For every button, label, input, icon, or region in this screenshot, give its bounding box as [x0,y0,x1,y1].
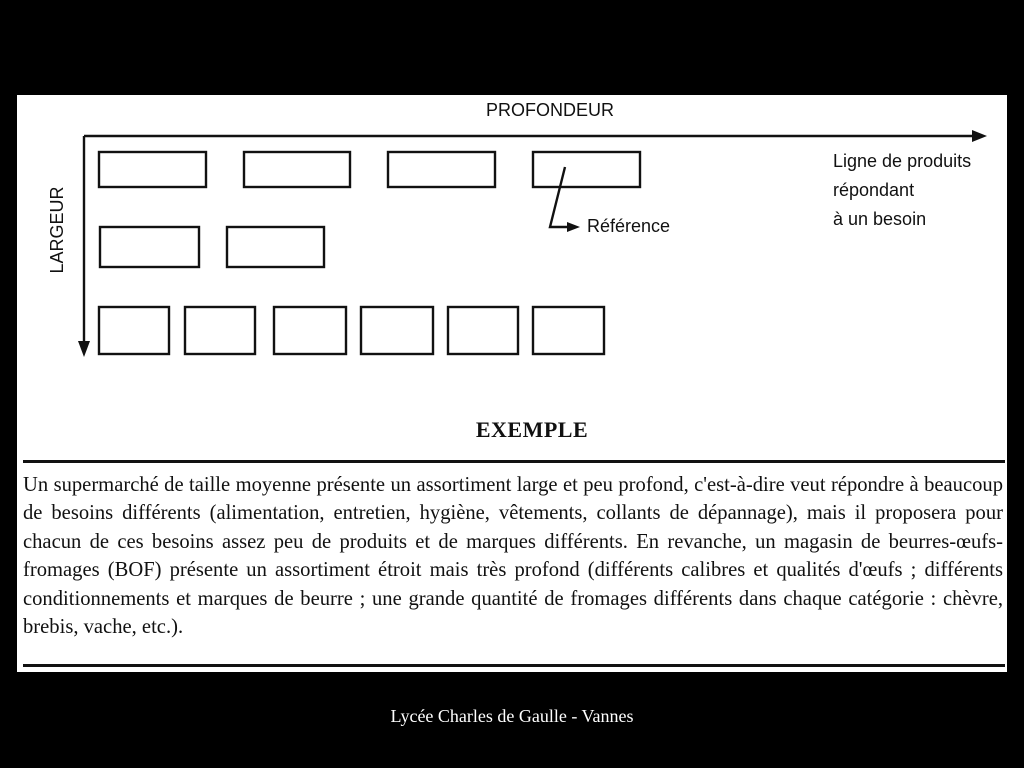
product-box [533,152,640,187]
product-box [274,307,346,354]
example-paragraph: Un supermarché de taille moyenne présente un assortiment large et peu profond, c'est-à-dire veut répondre à beaucoup de besoins différents (alimentation, entretien, hygiène, vêtements, collants de dépannage), mais il proposera pour chacun de ces besoins assez peu de produits et de marques différents. En revanche, un magasin de beurres-œufs-fromages (BOF) présente un assortiment étroit mais très profond (différents calibres et qualités d'œufs ; différents conditionnements et marques de beurre ; une grande quantité de fromages différents dans chaque catégorie : chèvre, brebis, vache, etc.). [23,474,1003,639]
product-line-label-line-3: à un besoin [833,209,927,229]
product-box [99,307,169,354]
product-box [99,152,206,187]
product-line-label-line-1: Ligne de produits [833,151,972,171]
depth-axis-label: PROFONDEUR [485,100,615,120]
product-box [227,227,324,267]
reference-label: Référence [587,216,671,236]
bottom-divider [23,664,1005,667]
depth-axis-arrowhead [972,130,987,142]
top-divider [23,460,1005,463]
width-axis-label: LARGEUR [47,186,67,274]
product-line-label-line-2: répondant [833,180,915,200]
product-box [185,307,255,354]
product-boxes [99,152,640,354]
reference-pointer-arrowhead [567,222,580,232]
product-box [388,152,495,187]
assortment-diagram [17,95,1007,415]
slide-panel [17,95,1007,672]
product-box [448,307,518,354]
product-box [100,227,199,267]
footer-text: Lycée Charles de Gaulle - Vannes [390,706,634,726]
width-axis-arrowhead [78,341,90,357]
example-title: EXEMPLE [475,417,589,442]
product-box [533,307,604,354]
product-box [244,152,350,187]
product-box [361,307,433,354]
